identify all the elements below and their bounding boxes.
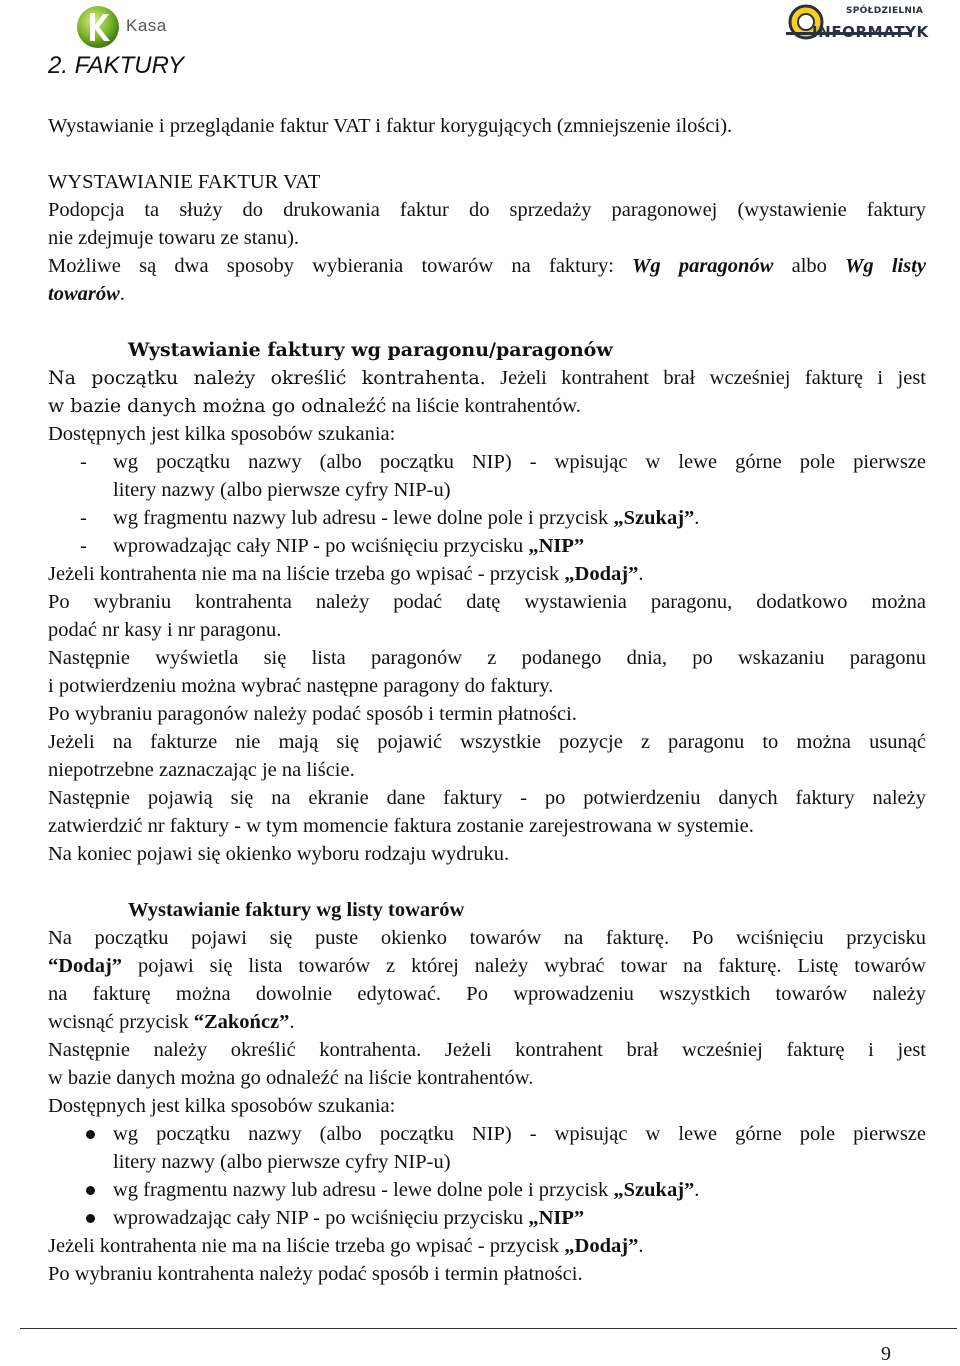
paragraph-line: Dostępnych jest kilka sposobów szukania: [48, 423, 396, 445]
paragraph-line: towarów. [48, 283, 125, 305]
paragraph-line: w bazie danych można go odnaleźć na liście kontrahentów. [48, 1067, 534, 1089]
bullet-icon [86, 1214, 95, 1223]
paragraph-line: Jeżeli na fakturze nie mają się pojawić wszystkie pozycje z paragonu to można usunąć [48, 731, 926, 753]
paragraph-line: Na koniec pojawi się okienko wyboru rodzaju wydruku. [48, 843, 510, 865]
k-logo-icon [74, 4, 124, 50]
paragraph-line: Jeżeli kontrahenta nie ma na liście trzeba go wpisać - przycisk „Dodaj”. [48, 563, 644, 585]
paragraph-line: “Dodaj” pojawi się lista towarów z której należy wybrać towar na fakturę. Listę towarów [48, 955, 926, 977]
paragraph-line: zatwierdzić nr faktury - w tym momencie faktura zostanie zarejestrowana w systemie. [48, 815, 754, 837]
list-item: litery nazwy (albo pierwsze cyfry NIP-u) [113, 1151, 451, 1173]
paragraph-line: Następnie należy określić kontrahenta. Jeżeli kontrahent brał wcześniej fakturę i jest [48, 1039, 926, 1061]
list-item: wprowadzając cały NIP - po wciśnięciu przycisku „NIP” [113, 1207, 585, 1229]
paragraph-line: i potwierdzeniu można wybrać następne paragony do faktury. [48, 675, 554, 697]
paragraph-line: Na początku pojawi się puste okienko towarów na fakturę. Po wciśnięciu przycisku [48, 927, 926, 949]
paragraph-line: niepotrzebne zaznaczając je na liście. [48, 759, 355, 781]
paragraph-line: Po wybraniu kontrahenta należy podać datę wystawienia paragonu, dodatkowo można [48, 591, 926, 613]
paragraph-line: podać nr kasy i nr paragonu. [48, 619, 282, 641]
paragraph-line: Po wybraniu kontrahenta należy podać sposób i termin płatności. [48, 1263, 583, 1285]
paragraph-line: Dostępnych jest kilka sposobów szukania: [48, 1095, 396, 1117]
page-number: 9 [881, 1343, 891, 1365]
list-item: wg początku nazwy (albo początku NIP) - wpisując w lewe górne pole pierwsze [113, 451, 926, 473]
paragraph-line: nie zdejmuje towaru ze stanu). [48, 227, 300, 249]
intro-line: Wystawianie i przeglądanie faktur VAT i faktur korygujących (zmniejszenie ilości). [48, 115, 733, 137]
subsection-heading: Wystawianie faktury wg paragonu/paragonów [128, 339, 613, 361]
paragraph-line: Następnie wyświetla się lista paragonów z podanego dnia, po wskazaniu paragonu [48, 647, 926, 669]
subsection-heading: Wystawianie faktury wg listy towarów [128, 899, 465, 921]
bullet-icon [86, 1130, 95, 1139]
list-item: wprowadzając cały NIP - po wciśnięciu przycisku „NIP” [113, 535, 585, 557]
section-title: 2. FAKTURY [48, 52, 185, 79]
logo-text-line1: SPÓŁDZIELNIA [846, 6, 924, 16]
bullet-icon [86, 1186, 95, 1195]
logo-text-line2: INFORMATYK [812, 23, 929, 41]
list-dash: - [80, 507, 87, 529]
paragraph-line: w bazie danych można go odnaleźć na liście kontrahentów. [48, 395, 581, 417]
list-item: wg początku nazwy (albo początku NIP) - wpisując w lewe górne pole pierwsze [113, 1123, 926, 1145]
subsection-heading: WYSTAWIANIE FAKTUR VAT [48, 171, 321, 193]
paragraph-line: Po wybraniu paragonów należy podać sposób i termin płatności. [48, 703, 577, 725]
paragraph-line: Podopcja ta służy do drukowania faktur do sprzedaży paragonowej (wystawienie faktury [48, 199, 926, 221]
paragraph-line: na fakturę można dowolnie edytować. Po wprowadzeniu wszystkich towarów należy [48, 983, 926, 1005]
paragraph-line: Możliwe są dwa sposoby wybierania towarów na faktury: Wg paragonów albo Wg listy [48, 255, 927, 277]
paragraph-line: Następnie pojawią się na ekranie dane faktury - po potwierdzeniu danych faktury należy [48, 787, 926, 809]
list-item: wg fragmentu nazwy lub adresu - lewe dolne pole i przycisk „Szukaj”. [113, 1179, 700, 1201]
paragraph-line: wcisnąć przycisk “Zakończ”. [48, 1011, 295, 1033]
kasa-logo-label: Kasa [126, 16, 167, 35]
list-item: litery nazwy (albo pierwsze cyfry NIP-u) [113, 479, 451, 501]
list-dash: - [80, 535, 87, 557]
list-dash: - [80, 451, 87, 473]
paragraph-line: Na początku należy określić kontrahenta. Jeżeli kontrahent brał wcześniej fakturę i jest [48, 367, 927, 389]
paragraph-line: Jeżeli kontrahenta nie ma na liście trzeba go wpisać - przycisk „Dodaj”. [48, 1235, 644, 1257]
footer-rule [20, 1328, 957, 1329]
list-item: wg fragmentu nazwy lub adresu - lewe dolne pole i przycisk „Szukaj”. [113, 507, 700, 529]
